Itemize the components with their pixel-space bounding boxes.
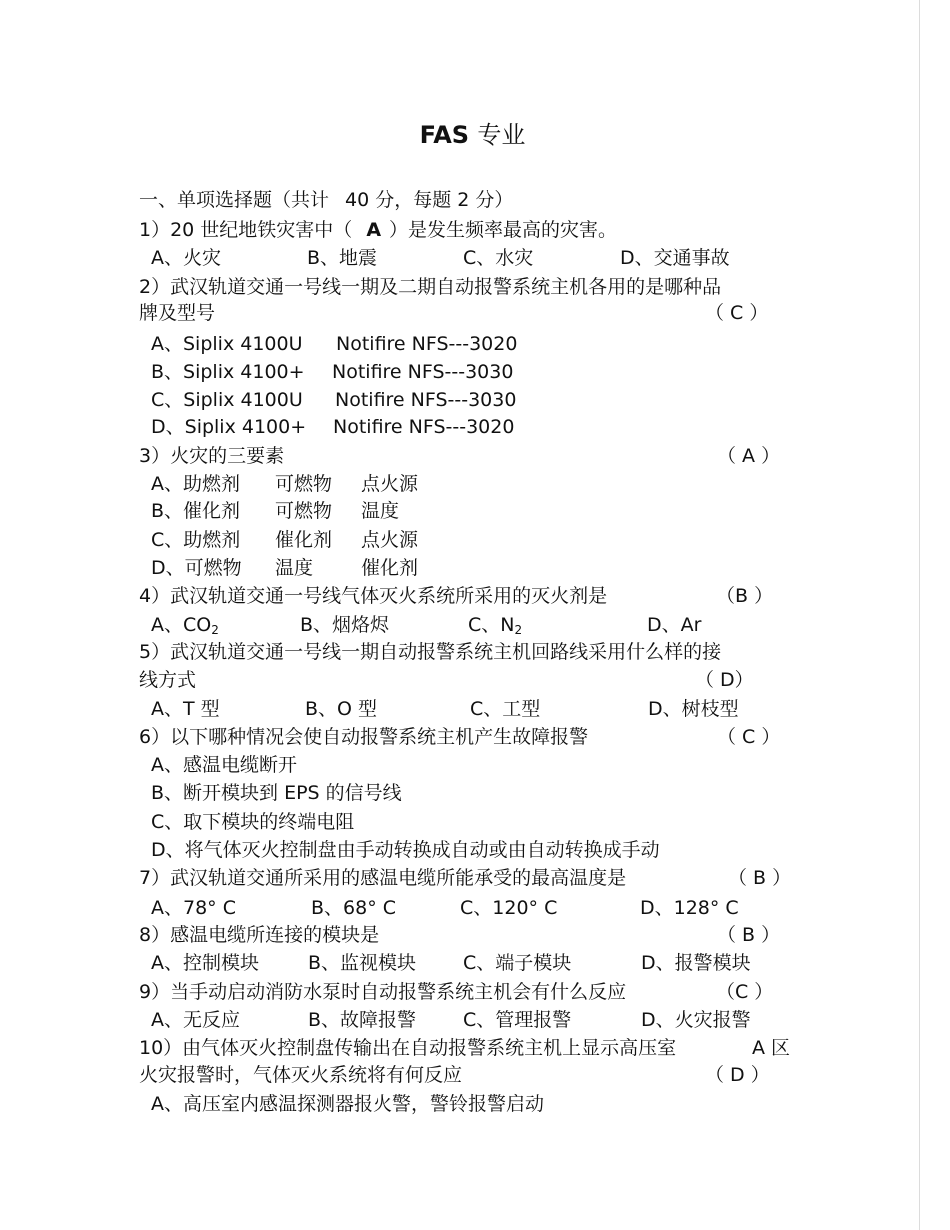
page-title bbox=[0, 118, 945, 152]
q5-option-d: D、树枝型 bbox=[648, 698, 739, 720]
q4-option-d: D、Ar bbox=[647, 614, 702, 636]
q1-option-c: C、水灾 bbox=[463, 247, 534, 269]
question-5: 5）武汉轨道交通一号线一期自动报警系统主机回路线采用什么样的接 bbox=[139, 641, 722, 663]
question-3: 3）火灾的三要素 bbox=[139, 445, 285, 467]
q8-option-b: B、监视模块 bbox=[308, 952, 417, 974]
question-6: 6）以下哪种情况会使自动报警系统主机产生故障报警 bbox=[139, 726, 589, 748]
q3-option-b-3: 温度 bbox=[361, 500, 400, 522]
question-9: 9）当手动启动消防水泵时自动报警系统主机会有什么反应 bbox=[139, 981, 627, 1003]
question-10: 10）由气体灭火控制盘传输出在自动报警系统主机上显示高压室 bbox=[139, 1037, 677, 1059]
question-9-answer: （C ） bbox=[716, 981, 774, 1003]
question-10-tail: A 区 bbox=[752, 1037, 791, 1059]
q1-option-a: A、火灾 bbox=[151, 247, 221, 269]
title-latin: FAS bbox=[419, 121, 470, 149]
q6-option-a: A、感温电缆断开 bbox=[151, 754, 297, 776]
q8-option-c: C、端子模块 bbox=[463, 952, 572, 974]
question-10-cont: 火灾报警时，气体灭火系统将有何反应 bbox=[139, 1064, 463, 1086]
question-2-answer: （ C ） bbox=[705, 302, 769, 324]
q7-option-c: C、120° C bbox=[460, 897, 558, 919]
q2-option-c-panel: Notifire NFS---3030 bbox=[335, 389, 517, 411]
question-8-answer: （ B ） bbox=[717, 924, 781, 946]
section-heading: 一、单项选择题（共计 40 分，每题 2 分） bbox=[139, 189, 514, 211]
q3-option-b-1: B、催化剂 bbox=[151, 500, 241, 522]
q7-option-b: B、68° C bbox=[311, 897, 397, 919]
q3-option-a-2: 可燃物 bbox=[275, 473, 333, 495]
q1-option-b: B、地震 bbox=[307, 247, 378, 269]
page-edge-rule bbox=[919, 0, 920, 1230]
title-chinese: 专业 bbox=[477, 121, 526, 149]
q5-option-c: C、工型 bbox=[470, 698, 541, 720]
q4-option-b: B、烟烙烬 bbox=[300, 614, 390, 636]
question-7-answer: （ B ） bbox=[728, 867, 792, 889]
q4-option-a: A、$CO_2$ bbox=[151, 614, 219, 637]
q3-option-b-2: 可燃物 bbox=[275, 500, 333, 522]
question-5-answer: （ D） bbox=[695, 669, 754, 691]
question-4-answer: （B ） bbox=[716, 585, 774, 607]
q1-option-d: D、交通事故 bbox=[620, 247, 730, 269]
q2-option-a-model: A、Siplix 4100U bbox=[151, 333, 303, 355]
q2-option-b-panel: Notifire NFS---3030 bbox=[332, 361, 514, 383]
question-6-answer: （ C ） bbox=[717, 726, 781, 748]
q7-option-d: D、128° C bbox=[640, 897, 739, 919]
question-1: 1）20 世纪地铁灾害中（ A ）是发生频率最高的灾害。 bbox=[139, 219, 618, 241]
q3-option-a-1: A、助燃剂 bbox=[151, 473, 240, 495]
question-5-cont: 线方式 bbox=[139, 669, 197, 691]
q4-option-c: C、$N_2$ bbox=[468, 614, 523, 637]
q2-option-b-model: B、Siplix 4100+ bbox=[151, 361, 305, 383]
q2-option-a-panel: Notifire NFS---3020 bbox=[336, 333, 518, 355]
q3-option-d-3: 催化剂 bbox=[361, 557, 419, 579]
question-10-answer: （ D ） bbox=[705, 1064, 770, 1086]
q9-option-c: C、管理报警 bbox=[463, 1009, 572, 1031]
q8-option-d: D、报警模块 bbox=[641, 952, 751, 974]
q6-option-d: D、将气体灭火控制盘由手动转换成自动或由自动转换成手动 bbox=[151, 839, 660, 861]
q7-option-a: A、78° C bbox=[151, 897, 236, 919]
q9-option-a: A、无反应 bbox=[151, 1009, 240, 1031]
q3-option-a-3: 点火源 bbox=[361, 473, 419, 495]
question-1-answer: A bbox=[366, 219, 382, 241]
question-8: 8）感温电缆所连接的模块是 bbox=[139, 924, 380, 946]
q2-option-d-panel: Notifire NFS---3020 bbox=[333, 416, 515, 438]
q3-option-c-3: 点火源 bbox=[361, 529, 419, 551]
q5-option-b: B、O 型 bbox=[305, 698, 378, 720]
q8-option-a: A、控制模块 bbox=[151, 952, 259, 974]
question-2-cont: 牌及型号 bbox=[139, 302, 216, 324]
q2-option-c-model: C、Siplix 4100U bbox=[151, 389, 303, 411]
q3-option-d-2: 温度 bbox=[275, 557, 314, 579]
question-2: 2）武汉轨道交通一号线一期及二期自动报警系统主机各用的是哪种品 bbox=[139, 276, 722, 298]
q10-option-a: A、高压室内感温探测器报火警，警铃报警启动 bbox=[151, 1093, 544, 1115]
q5-option-a: A、T 型 bbox=[151, 698, 220, 720]
question-7: 7）武汉轨道交通所采用的感温电缆所能承受的最高温度是 bbox=[139, 867, 627, 889]
q9-option-b: B、故障报警 bbox=[308, 1009, 417, 1031]
q3-option-c-2: 催化剂 bbox=[275, 529, 333, 551]
q6-option-b: B、断开模块到 EPS 的信号线 bbox=[151, 782, 402, 804]
q6-option-c: C、取下模块的终端电阻 bbox=[151, 811, 355, 833]
question-3-answer: （ A ） bbox=[717, 445, 781, 467]
q9-option-d: D、火灾报警 bbox=[641, 1009, 751, 1031]
q3-option-d-1: D、可燃物 bbox=[151, 557, 242, 579]
q2-option-d-model: D、Siplix 4100+ bbox=[151, 416, 307, 438]
q3-option-c-1: C、助燃剂 bbox=[151, 529, 241, 551]
question-4: 4）武汉轨道交通一号线气体灭火系统所采用的灭火剂是 bbox=[139, 585, 608, 607]
